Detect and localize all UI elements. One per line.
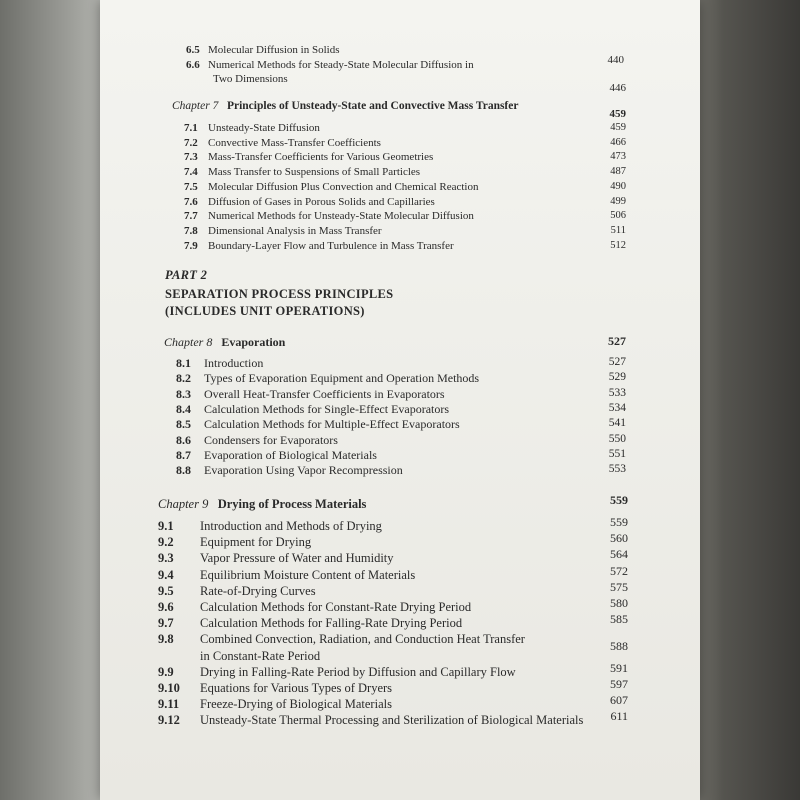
page-number: 550 xyxy=(608,432,626,445)
section-number: 8.2 xyxy=(176,371,191,386)
page-number: 533 xyxy=(608,386,626,399)
chapter-label: Chapter 9 xyxy=(158,497,209,511)
section-title: Unsteady-State Diffusion xyxy=(208,122,320,134)
page-number: 534 xyxy=(608,401,626,414)
page-number: 529 xyxy=(608,371,626,384)
section-number: 9.3 xyxy=(158,551,174,566)
section-number: 7.8 xyxy=(184,224,198,237)
section-number: 9.12 xyxy=(158,713,180,728)
page-number: 559 xyxy=(610,515,628,529)
page-number: 446 xyxy=(609,82,626,94)
chapter-7-heading xyxy=(172,100,518,112)
chapter-title: Drying of Process Materials xyxy=(217,497,367,511)
page-number: 527 xyxy=(608,356,626,368)
chapter-8-heading xyxy=(164,335,285,350)
section-number: 9.2 xyxy=(158,535,174,550)
section-number: 8.3 xyxy=(176,386,191,401)
book-page xyxy=(100,0,700,800)
chapter-page-number: 559 xyxy=(610,493,628,507)
background-right xyxy=(690,0,800,800)
page-number: 564 xyxy=(610,547,628,562)
page-number: 591 xyxy=(610,660,628,675)
page-number: 499 xyxy=(610,195,626,207)
section-title: Convective Mass-Transfer Coefficients xyxy=(208,136,381,149)
section-title: Evaporation of Biological Materials xyxy=(204,447,377,462)
section-number: 8.1 xyxy=(176,356,191,370)
section-title-continued: Two Dimensions xyxy=(213,73,288,85)
page-number: 541 xyxy=(608,417,626,430)
part-label: PART 2 xyxy=(165,268,208,282)
section-title: Vapor Pressure of Water and Humidity xyxy=(200,551,394,566)
chapter-title: Evaporation xyxy=(221,335,286,349)
section-title: Equations for Various Types of Dryers xyxy=(200,681,393,695)
page-number: 487 xyxy=(610,166,626,178)
page-number: 459 xyxy=(610,122,626,133)
section-title: Combined Convection, Radiation, and Conduction Heat Transfer xyxy=(200,632,525,647)
section-title: Calculation Methods for Falling-Rate Drying Period xyxy=(200,616,463,631)
section-number: 7.5 xyxy=(184,180,198,193)
section-title-continued: in Constant-Rate Period xyxy=(200,648,321,663)
page-number: 607 xyxy=(610,693,628,708)
part-title: SEPARATION PROCESS PRINCIPLES xyxy=(165,287,394,301)
page-number: 473 xyxy=(610,151,626,163)
section-number: 8.7 xyxy=(176,447,191,462)
page-number: 490 xyxy=(610,180,626,192)
section-title: Types of Evaporation Equipment and Operation Methods xyxy=(204,371,480,386)
chapter-9-heading xyxy=(158,497,366,512)
section-title: Molecular Diffusion in Solids xyxy=(208,44,340,56)
section-number: 9.4 xyxy=(158,567,174,582)
page-number: 588 xyxy=(610,638,628,653)
chapter-title: Principles of Unsteady-State and Convective Mass Transfer xyxy=(226,100,519,112)
section-number: 9.6 xyxy=(158,600,174,614)
section-title: Numerical Methods for Steady-State Molecular Diffusion in xyxy=(208,59,474,71)
page-number: 585 xyxy=(610,612,628,627)
section-number: 7.4 xyxy=(184,166,198,179)
section-title: Freeze-Drying of Biological Materials xyxy=(200,697,392,712)
toc-entry-6-6 xyxy=(186,59,474,71)
section-title: Molecular Diffusion Plus Convection and Chemical Reaction xyxy=(208,180,479,193)
section-number: 6.5 xyxy=(186,44,200,56)
page-number: 597 xyxy=(610,677,628,691)
section-number: 8.4 xyxy=(176,401,191,416)
section-title: Equipment for Drying xyxy=(200,535,312,550)
section-number: 9.9 xyxy=(158,664,174,679)
page-number: 440 xyxy=(607,54,624,66)
section-number: 8.6 xyxy=(176,432,191,447)
section-title: Mass Transfer to Suspensions of Small Particles xyxy=(208,166,421,179)
section-number: 9.7 xyxy=(158,616,174,631)
page-number: 511 xyxy=(610,224,626,236)
page-number: 512 xyxy=(610,239,626,251)
page-number: 560 xyxy=(610,531,628,546)
section-number: 9.5 xyxy=(158,583,174,598)
section-number: 6.6 xyxy=(186,59,200,71)
section-title: Introduction xyxy=(204,356,264,370)
section-number: 7.7 xyxy=(184,210,198,223)
page-number: 551 xyxy=(608,447,626,460)
page-number: 580 xyxy=(610,596,628,610)
section-number: 9.1 xyxy=(158,519,174,533)
section-title: Rate-of-Drying Curves xyxy=(200,583,316,598)
toc-entry-6-5 xyxy=(186,44,339,56)
section-title: Overall Heat-Transfer Coefficients in Evaporators xyxy=(204,386,445,401)
section-title: Boundary-Layer Flow and Turbulence in Mass Transfer xyxy=(208,239,454,252)
section-number: 7.3 xyxy=(184,151,198,164)
section-title: Evaporation Using Vapor Recompression xyxy=(204,463,403,478)
section-title: Calculation Methods for Multiple-Effect Evaporators xyxy=(204,417,460,432)
page-number: 575 xyxy=(610,579,628,594)
section-number: 9.8 xyxy=(158,632,174,647)
chapter-page-number: 459 xyxy=(609,108,626,120)
section-title: Unsteady-State Thermal Processing and Sterilization of Biological Materials xyxy=(200,713,584,728)
page-number: 466 xyxy=(610,136,626,148)
page-number: 506 xyxy=(610,210,626,222)
chapter-page-number: 527 xyxy=(608,334,626,348)
section-number: 7.6 xyxy=(184,195,198,208)
section-number: 8.5 xyxy=(176,417,191,432)
page-number: 572 xyxy=(610,563,628,578)
section-number: 9.10 xyxy=(158,681,180,695)
section-title: Calculation Methods for Constant-Rate Drying Period xyxy=(200,600,472,614)
chapter-label: Chapter 7 xyxy=(172,100,219,112)
section-title: Diffusion of Gases in Porous Solids and Capillaries xyxy=(208,195,435,208)
section-number: 7.9 xyxy=(184,239,198,252)
page-number: 611 xyxy=(610,709,628,724)
section-title: Calculation Methods for Single-Effect Evaporators xyxy=(204,401,450,416)
section-title: Condensers for Evaporators xyxy=(204,432,338,447)
section-title: Numerical Methods for Unsteady-State Molecular Diffusion xyxy=(208,210,474,223)
section-number: 7.2 xyxy=(184,136,198,149)
section-title: Introduction and Methods of Drying xyxy=(200,519,382,533)
section-number: 8.8 xyxy=(176,463,191,478)
background-left xyxy=(0,0,110,800)
chapter-label: Chapter 8 xyxy=(164,335,213,349)
section-number: 7.1 xyxy=(184,122,198,134)
section-number: 9.11 xyxy=(158,697,180,712)
part-subtitle: (INCLUDES UNIT OPERATIONS) xyxy=(165,304,365,318)
section-title: Dimensional Analysis in Mass Transfer xyxy=(208,224,382,237)
section-title: Equilibrium Moisture Content of Materials xyxy=(200,567,416,582)
section-title: Drying in Falling-Rate Period by Diffusion and Capillary Flow xyxy=(200,664,516,679)
section-title: Mass-Transfer Coefficients for Various Geometries xyxy=(208,151,434,164)
page-number: 553 xyxy=(608,463,626,476)
